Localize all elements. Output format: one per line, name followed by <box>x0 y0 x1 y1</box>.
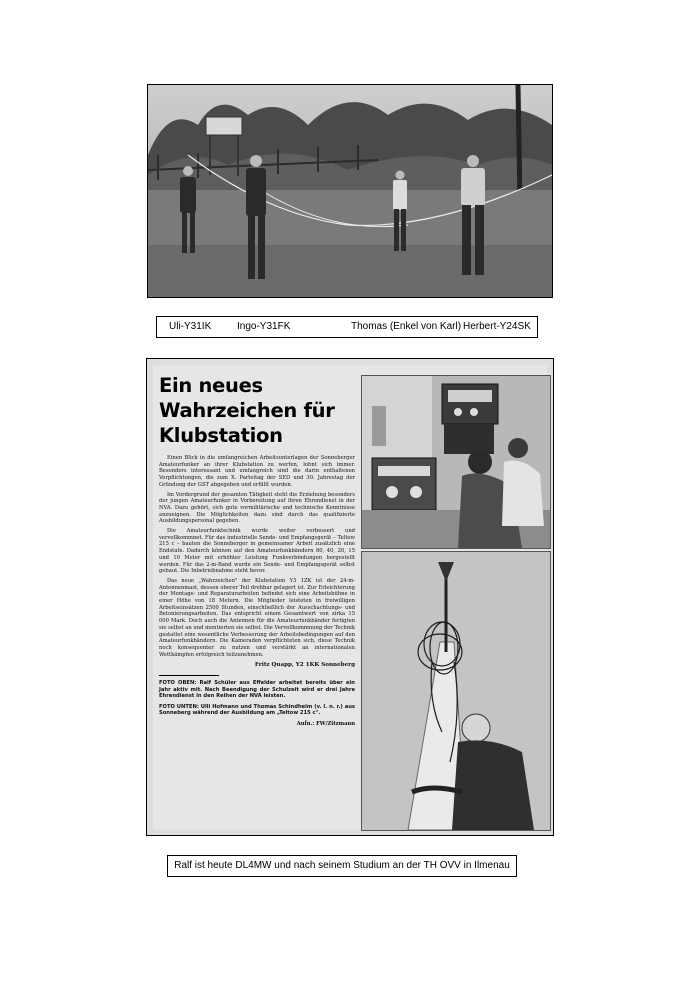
newspaper-clipping <box>146 358 554 836</box>
antenna-mast-photo <box>361 551 551 831</box>
caption-name: Uli-Y31IK <box>169 321 212 332</box>
caption-name: Ingo-Y31FK <box>237 321 291 332</box>
headline-line: Ein neues <box>159 374 263 397</box>
radio-station-photo <box>361 375 551 549</box>
article-body <box>159 455 355 728</box>
photo-caption-top: FOTO OBEN: Ralf Schüler aus Effelder arbeitet bereits über ein Jahr aktiv mit. Nach Beendigung der Schulzeit wird er drei Jahre Ehrendienst in den Reihen der NVA leisten. <box>159 680 355 700</box>
photo-caption-bottom: FOTO UNTEN: Ulli Hofmann und Thomas Schindhelm (v. l. n. r.) aus Sonneberg während der Ausbildung am „Teltow 215 c". <box>159 703 355 717</box>
group-photo <box>147 84 553 298</box>
article-paragraph: Im Vordergrund der gesamten Tätigkeit steht die Erziehung besonders der jungen Amateurfunker in Vorbereitung auf ihren Ehrendienst in der NVA. Dazu gehört, sich gute vormilitärische und technische Kenntnisse anzueignen. Die Möglichkeiten dazu sind durch das qualifizierte Ausbildungspersonal gegeben. <box>159 491 355 525</box>
article-headline <box>159 373 355 448</box>
article-paragraph: Das neue „Wahrzeichen" der Klubstation Y3 1ZK ist der 24-m-Antennenmast, dessen oberer Teil drehbar gelagert ist. Zur Erleichterung der Montage- und Reparaturarbeiten befindet sich eine Arbeitsbühne in einer Höhe von 18 Metern. Die Mitglieder leisteten in freiwilligen Arbeitseinsätzen 2500 Stunden, einschließlich der Ausschachtungs- und Betonierungsarbeiten. Das entspricht einem Gesamtwert von zirka 15 000 Mark. Doch auch die Antennen für die Amateurfunkbänder fertigten sie selbst an und montierten sie selbst. Die Vervollkommnung der Technik gestattet eine wesentliche Verbesserung der Arbeitsbedingungen auf den Amateurfunkbändern. Die Kameraden verpflichteten sich, diese Technik noch konsequenter zu nutzen und verstärkt an internationalen Wettkämpfen erfolgreich teilzunehmen. <box>159 577 355 658</box>
article-byline: Fritz Quapp, Y2 1KK Sonneberg <box>254 662 355 669</box>
divider <box>159 675 219 676</box>
caption-name: Herbert-Y24SK <box>463 321 531 332</box>
clipping-paper <box>153 365 547 829</box>
article-paragraph: Einen Blick in die umfangreichen Arbeitsunterlagen der Sonneberger Amateurfunker an ihrer Klubstation zu werfen, lohnt sich immer. Besonders interessant und umfangreich sind die darin enthaltenen Verpflichtungen, die zum X. Parteitag der SED und 30. Jahrestag der Gründung der GST abgegeben und erfüllt wurden. <box>159 455 355 488</box>
photo-credit: Aufn.: FW/Zitzmann <box>296 721 355 728</box>
bottom-caption: Ralf ist heute DL4MW und nach seinem Studium an der TH OVV in Ilmenau <box>167 855 517 877</box>
caption-name: Thomas (Enkel von Karl) <box>351 321 462 332</box>
headline-line: Klubstation <box>159 424 283 447</box>
photo-caption-names <box>156 316 538 338</box>
article-paragraph: Die Amateurfunktechnik wurde weiter verbessert und vervollkommnet. Für das industrielle Sende- und Empfangsgerät – Teltow 215 c – bauten die Sonneberger in gemeinsamer Arbeit zusätzlich eine Endstufe. Dadurch können auf den Amateurfunkbändern 80, 40, 20, 15 und 10 Meter mit erhöhter Leistung Funkverbindungen hergestellt werden. Für das 2-m-Band wurde ein Sende- und Empfangsgerät selbst gebaut. Die Inbetriebnahme steht bevor. <box>159 528 355 575</box>
headline-line: Wahrzeichen für <box>159 399 335 422</box>
